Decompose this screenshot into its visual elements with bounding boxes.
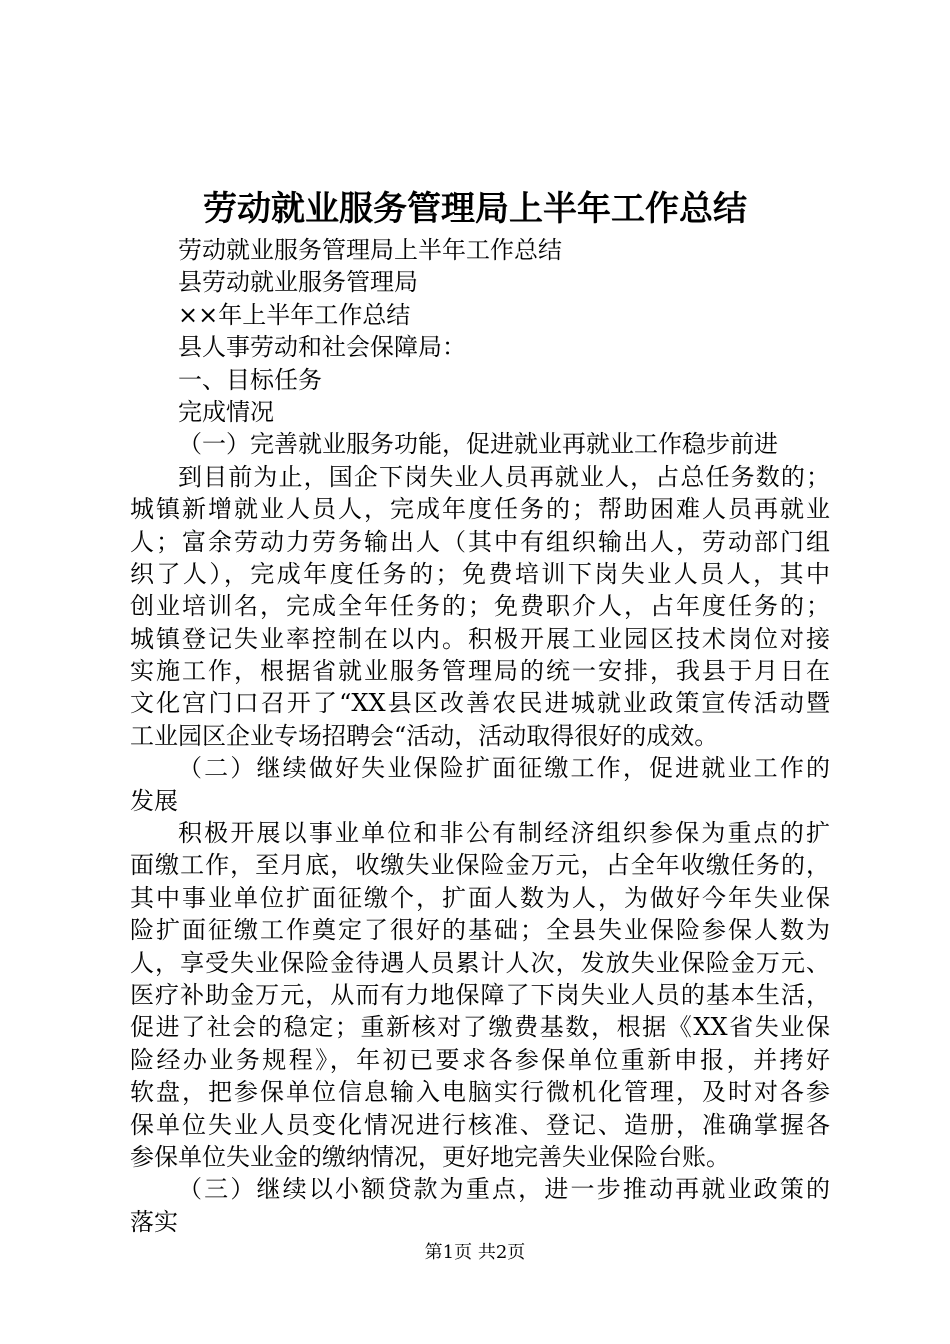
heading-line: （三）继续以小额贷款为重点，进一步推动再就业政策的	[178, 1175, 830, 1204]
section1-paragraph	[130, 461, 830, 753]
paragraph-line: 工业园区企业专场招聘会“活动，活动取得很好的成效。	[130, 721, 719, 750]
heading-line: 发展	[130, 786, 178, 815]
paragraph-line: 文化宫门口召开了“XX县区改善农民进城就业政策宣传活动暨	[130, 689, 830, 718]
section3-heading	[130, 1173, 830, 1238]
page-footer: 第1页 共2页	[424, 1242, 526, 1263]
header-line: 一、目标任务	[178, 365, 322, 394]
section2-paragraph	[130, 817, 830, 1173]
paragraph-line: 到目前为止，国企下岗失业人员再就业人，占总任务数的；	[178, 462, 830, 491]
paragraph-line: 城镇新增就业人员人，完成年度任务的；帮助困难人员再就业	[130, 495, 830, 524]
paragraph-line: 人，享受失业保险金待遇人员累计人次，发放失业保险金万元、	[130, 948, 830, 977]
header-line: 县人事劳动和社会保障局：	[178, 333, 466, 362]
paragraph-line: 险经办业务规程》，年初已要求各参保单位重新申报，并拷好	[130, 1045, 830, 1074]
paragraph-line: 促进了社会的稳定；重新核对了缴费基数，根据《XX省失业保	[130, 1013, 830, 1042]
document-title: 劳动就业服务管理局上半年工作总结	[203, 189, 747, 229]
paragraph-line: 人；富余劳动力劳务输出人（其中有组织输出人，劳动部门组	[130, 527, 830, 556]
section2-heading	[130, 752, 830, 817]
header-line: ××年上半年工作总结	[178, 300, 411, 329]
header-line: 完成情况	[178, 397, 274, 426]
section1-heading: （一）完善就业服务功能，促进就业再就业工作稳步前进	[178, 430, 778, 459]
paragraph-line: 其中事业单位扩面征缴个，扩面人数为人，为做好今年失业保	[130, 883, 830, 912]
paragraph-line: 面缴工作，至月底，收缴失业保险金万元，占全年收缴任务的，	[130, 851, 830, 880]
header-line: 劳动就业服务管理局上半年工作总结	[178, 236, 562, 264]
paragraph-line: 医疗补助金万元，从而有力地保障了下岗失业人员的基本生活，	[130, 980, 830, 1009]
heading-line: 落实	[130, 1207, 178, 1236]
paragraph-line: 实施工作，根据省就业服务管理局的统一安排，我县于月日在	[130, 657, 830, 686]
paragraph-line: 险扩面征缴工作奠定了很好的基础；全县失业保险参保人数为	[130, 916, 830, 945]
paragraph-line: 城镇登记失业率控制在以内。积极开展工业园区技术岗位对接	[130, 624, 830, 653]
paragraph-line: 参保单位失业金的缴纳情况，更好地完善失业保险台账。	[130, 1142, 730, 1171]
document-body	[130, 234, 830, 1238]
paragraph-line: 创业培训名，完成全年任务的；免费职介人，占年度任务的；	[130, 592, 830, 621]
paragraph-line: 软盘，把参保单位信息输入电脑实行微机化管理，及时对各参	[130, 1078, 830, 1107]
paragraph-line: 积极开展以事业单位和非公有制经济组织参保为重点的扩	[178, 819, 830, 848]
paragraph-line: 织了人），完成年度任务的；免费培训下岗失业人员人，其中	[130, 559, 830, 588]
heading-line: （二）继续做好失业保险扩面征缴工作，促进就业工作的	[178, 754, 830, 783]
header-line: 县劳动就业服务管理局	[178, 268, 418, 297]
paragraph-line: 保单位失业人员变化情况进行核准、登记、造册，准确掌握各	[130, 1110, 830, 1139]
